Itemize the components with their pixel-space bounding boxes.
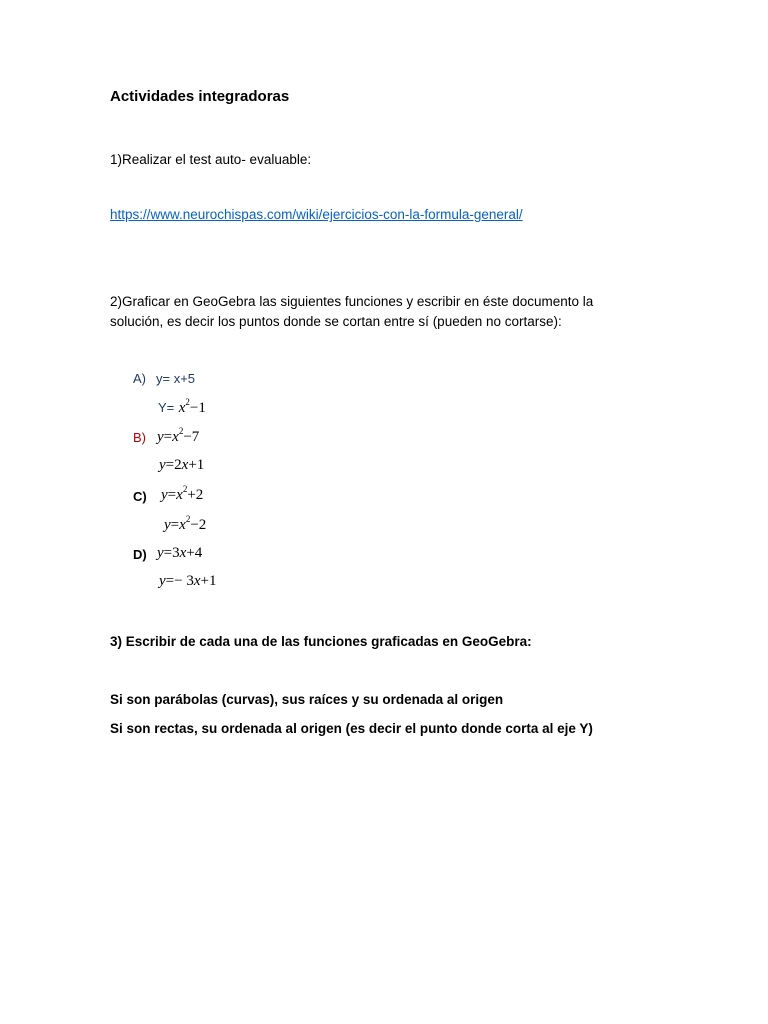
exercise-d-eq2-y: y bbox=[159, 573, 166, 589]
exercise-c-eq1-exp: 2 bbox=[182, 484, 188, 494]
exercise-b-eq1-eq: = bbox=[163, 429, 173, 445]
exercise-d-eq1-y: y bbox=[157, 545, 164, 561]
exercise-c-eq1-var: x bbox=[176, 487, 183, 503]
exercise-d-eq1-var: x bbox=[179, 545, 187, 561]
exercise-d-eq2-rest: +1 bbox=[200, 573, 217, 589]
note-rectas: Si son rectas, su ordenada al origen (es decir el punto donde corta al eje Y) bbox=[110, 721, 593, 736]
exercise-a-eq2-prefix: Y= bbox=[158, 400, 175, 415]
exercise-c-eq1 bbox=[161, 484, 204, 504]
exercise-a-eq1: y= x+5 bbox=[156, 371, 196, 386]
exercise-b-eq2-var: x bbox=[181, 457, 189, 473]
exercise-c-eq2-var: x bbox=[179, 517, 186, 533]
item-2-line-1: 2)Graficar en GeoGebra las siguientes funciones y escribir en éste documento la bbox=[110, 294, 594, 309]
exercise-b-label: B) bbox=[133, 430, 146, 445]
exercise-b-eq2-rest: +1 bbox=[188, 457, 205, 473]
note-parabolas: Si son parábolas (curvas), sus raíces y su ordenada al origen bbox=[110, 692, 504, 707]
exercise-b-eq2-eq: =2 bbox=[165, 457, 182, 473]
exercise-link[interactable]: https://www.neurochispas.com/wiki/ejercicios-con-la-formula-general/ bbox=[110, 207, 523, 222]
item-3-text: 3) Escribir de cada una de las funciones graficadas en GeoGebra: bbox=[110, 634, 532, 649]
exercise-d-label: D) bbox=[133, 547, 147, 562]
exercise-a-eq2-rest: −1 bbox=[189, 400, 206, 416]
exercise-d-eq1 bbox=[157, 545, 202, 562]
exercise-c-eq2-eq: = bbox=[170, 517, 180, 533]
exercise-c-eq1-eq: = bbox=[167, 487, 177, 503]
exercise-a-eq2-var: x bbox=[178, 400, 186, 416]
exercise-c-label: C) bbox=[133, 489, 147, 504]
exercise-c-eq2-rest: −2 bbox=[190, 517, 207, 533]
exercise-a-eq2 bbox=[158, 399, 206, 417]
exercise-a-eq2-exp: 2 bbox=[185, 397, 190, 407]
exercise-d-eq2-eq: =− 3 bbox=[165, 573, 194, 589]
exercise-b-eq1-rest: −7 bbox=[183, 429, 200, 445]
exercise-b-eq1 bbox=[157, 426, 200, 446]
document-title: Actividades integradoras bbox=[110, 88, 290, 105]
item-1-text: 1)Realizar el test auto- evaluable: bbox=[110, 152, 312, 167]
exercise-c-eq2-exp: 2 bbox=[185, 514, 191, 524]
exercise-c-eq2 bbox=[164, 514, 207, 534]
exercise-b-eq1-exp: 2 bbox=[178, 426, 184, 436]
exercise-d-eq2-var: x bbox=[193, 573, 201, 589]
exercise-d-eq1-eq: =3 bbox=[163, 545, 180, 561]
exercise-b-eq2-y: y bbox=[159, 457, 166, 473]
exercise-c-eq1-rest: +2 bbox=[187, 487, 204, 503]
exercise-c-eq1-y: y bbox=[161, 487, 168, 503]
exercise-d-eq2 bbox=[159, 573, 216, 590]
exercise-d-eq1-rest: +4 bbox=[186, 545, 203, 561]
exercise-a-label: A) bbox=[133, 371, 146, 386]
item-2-line-2: solución, es decir los puntos donde se cortan entre sí (pueden no cortarse): bbox=[110, 314, 562, 329]
exercise-b-eq1-var: x bbox=[172, 429, 179, 445]
exercise-b-eq2 bbox=[159, 457, 204, 474]
exercise-c-eq2-y: y bbox=[164, 517, 171, 533]
exercise-b-eq1-y: y bbox=[157, 429, 164, 445]
